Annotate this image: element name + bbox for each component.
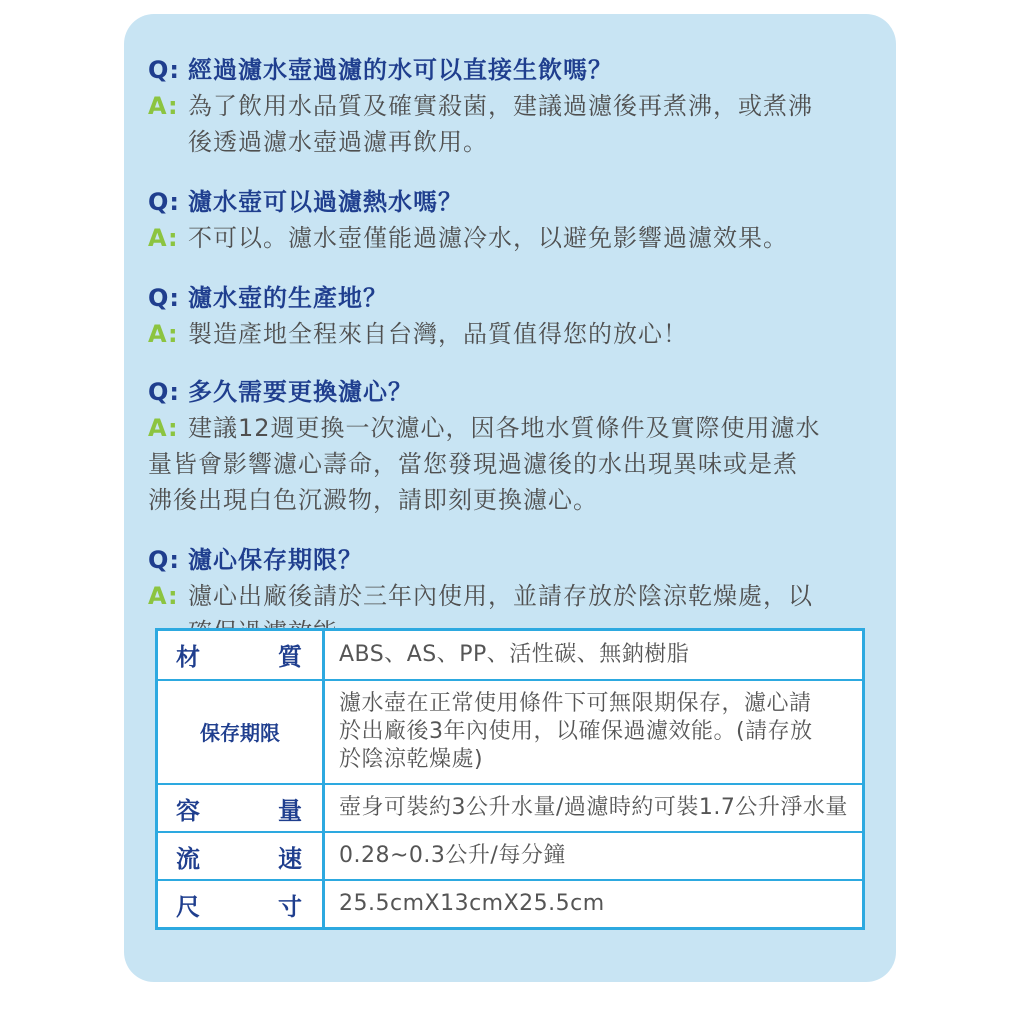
answer-line: [148, 410, 880, 446]
question-text: 經過濾水壺過濾的水可以直接生飲嗎？: [188, 56, 613, 84]
faq-item: [148, 374, 880, 518]
question-prefix: Q:: [148, 56, 180, 84]
spec-table: [155, 628, 865, 930]
question-line: [148, 52, 880, 88]
spec-row-shelf-life: [157, 680, 864, 784]
question-prefix: Q:: [148, 188, 180, 216]
spec-value: [324, 680, 864, 784]
question-prefix: Q:: [148, 378, 180, 406]
answer-prefix: A:: [148, 224, 179, 252]
answer-line: [148, 482, 880, 518]
spec-label: 容 量: [157, 784, 324, 832]
answer-line: [148, 316, 880, 352]
answer-prefix: A:: [148, 320, 179, 348]
spec-row-flow-rate: [157, 832, 864, 880]
question-prefix: Q:: [148, 284, 180, 312]
answer-line: [148, 220, 880, 256]
answer-text: 沸後出現白色沉澱物，請即刻更換濾心。: [148, 486, 598, 514]
answer-line: [148, 446, 880, 482]
faq-item: [148, 184, 880, 256]
answer-prefix: A:: [148, 92, 179, 120]
question-line: [148, 280, 880, 316]
question-text: 濾心保存期限？: [188, 546, 363, 574]
answer-line: [148, 124, 880, 160]
spec-row-capacity: [157, 784, 864, 832]
answer-prefix: A:: [148, 414, 179, 442]
faq-item: [148, 280, 880, 352]
answer-text: 不可以。濾水壺僅能過濾冷水，以避免影響過濾效果。: [188, 224, 788, 252]
question-text: 多久需要更換濾心？: [188, 378, 413, 406]
faq-item: [148, 52, 880, 160]
spec-label: 尺 寸: [157, 880, 324, 928]
question-line: [148, 184, 880, 220]
answer-text: 濾心出廠後請於三年內使用，並請存放於陰涼乾燥處，以: [188, 582, 813, 610]
answer-text: 建議12週更換一次濾心，因各地水質條件及實際使用濾水: [188, 414, 821, 442]
spec-value: ABS、AS、PP、活性碳、無鈉樹脂: [324, 630, 864, 680]
spec-value: 0.28~0.3公升/每分鐘: [324, 832, 864, 880]
spec-label: 材 質: [157, 630, 324, 680]
spec-row-material: [157, 630, 864, 680]
answer-text: 製造產地全程來自台灣，品質值得您的放心！: [188, 320, 688, 348]
spec-value-line: 濾水壺在正常使用條件下可無限期保存，濾心請: [339, 690, 812, 716]
question-text: 濾水壺可以過濾熱水嗎？: [188, 188, 463, 216]
question-line: [148, 542, 880, 578]
spec-value: 壺身可裝約3公升水量/過濾時約可裝1.7公升淨水量: [324, 784, 864, 832]
answer-line: [148, 578, 880, 614]
answer-text: 為了飲用水品質及確實殺菌，建議過濾後再煮沸，或煮沸: [188, 92, 813, 120]
spec-value-line: 於陰涼乾燥處): [339, 746, 484, 772]
faq-section: [148, 52, 880, 650]
spec-value: 25.5cmX13cmX25.5cm: [339, 891, 605, 917]
spec-value-line: 於出廠後3年內使用，以確保過濾效能。(請存放: [339, 718, 813, 744]
answer-text: 量皆會影響濾心壽命，當您發現過濾後的水出現異味或是煮: [148, 450, 798, 478]
answer-line: [148, 88, 880, 124]
answer-prefix: A:: [148, 582, 179, 610]
spec-row-dimensions: [157, 880, 864, 928]
question-prefix: Q:: [148, 546, 180, 574]
answer-text: 後透過濾水壺過濾再飲用。: [188, 128, 488, 156]
question-text: 濾水壺的生產地？: [188, 284, 388, 312]
spec-label: 流 速: [157, 832, 324, 880]
question-line: [148, 374, 880, 410]
spec-label: 保存期限: [157, 680, 324, 784]
